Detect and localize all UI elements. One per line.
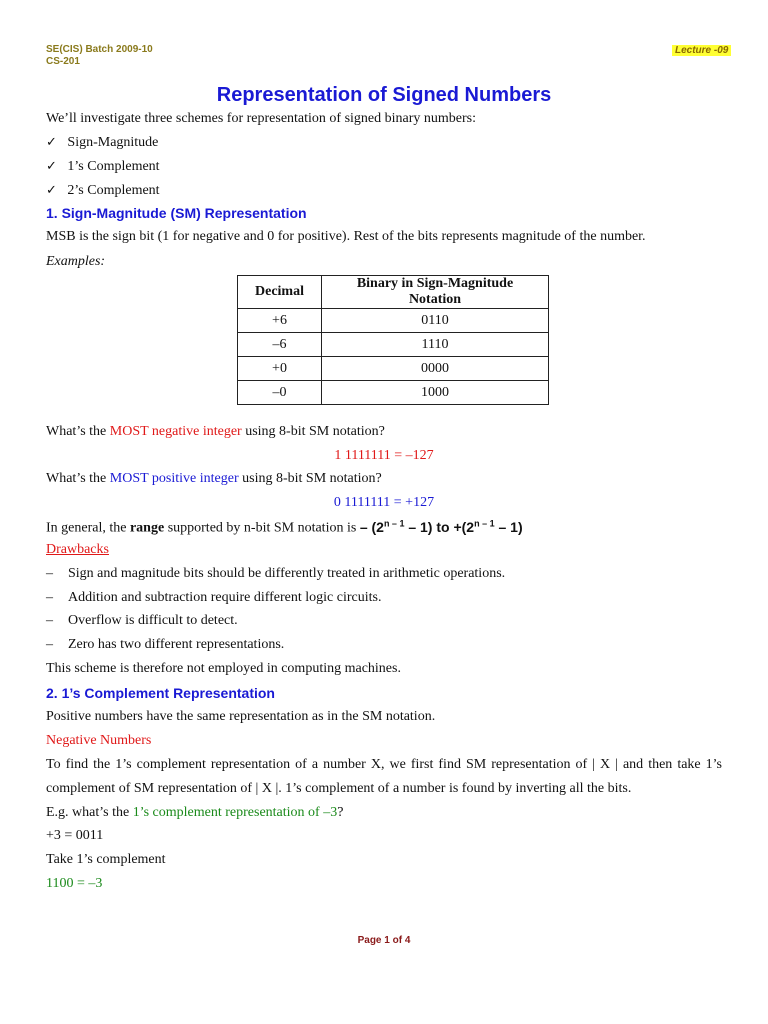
table-row: [238, 357, 549, 381]
table-cell: –0: [238, 381, 322, 405]
formula-exponent: n – 1: [474, 518, 495, 528]
table-row: [238, 381, 549, 405]
negative-numbers-label: Negative Numbers: [46, 733, 152, 748]
q-most: MOST: [109, 471, 149, 486]
range-word: range: [129, 520, 165, 536]
scheme-item: [46, 182, 160, 199]
table-row: [238, 309, 549, 333]
page-number: Page 1 of 4: [357, 935, 411, 946]
table-header-row: [238, 276, 549, 309]
eg-text: E.g. what’s the: [46, 805, 133, 820]
q-text: using 8-bit SM notation?: [241, 424, 385, 439]
question-most-negative: [46, 424, 385, 440]
sm-table: [237, 275, 549, 405]
drawback-text: Sign and magnitude bits should be differently treated in arithmetic operations.: [68, 566, 506, 581]
dash-icon: –: [46, 590, 53, 605]
example-result: 1100 = –3: [46, 876, 103, 891]
section1-heading: 1. Sign-Magnitude (SM) Representation: [46, 205, 307, 221]
table-cell: 1000: [322, 381, 549, 405]
table-cell: 0000: [322, 357, 549, 381]
eg-highlight: 1’s complement representation of –3: [132, 805, 338, 820]
section2-para-line1: To find the 1’s complement representation of a number X, we first find SM representation of | X | and then take 1’s: [46, 757, 722, 772]
drawback-item: [46, 613, 238, 629]
drawback-item: [46, 637, 284, 653]
dash-icon: –: [46, 566, 53, 581]
scheme-item: [46, 134, 158, 151]
formula-part: – 1): [494, 518, 523, 535]
table-cell: 1110: [322, 333, 549, 357]
dash-icon: –: [46, 637, 53, 652]
question-most-positive: [46, 471, 382, 487]
section1-desc: MSB is the sign bit (1 for negative and 0 for positive). Rest of the bits represents magnitude of the number.: [46, 229, 646, 244]
header-left: [46, 44, 153, 68]
range-text: In general, the: [46, 520, 130, 536]
table-header: Binary in Sign-Magnitude Notation: [322, 276, 549, 309]
drawback-item: [46, 566, 505, 582]
drawback-text: Overflow is difficult to detect.: [68, 613, 238, 628]
range-formula: [360, 519, 523, 535]
answer-most-positive: 0 1111111 = +127: [333, 495, 435, 510]
formula-exponent: n – 1: [383, 518, 405, 528]
range-statement: [46, 518, 523, 537]
q-text: What’s the: [46, 424, 110, 439]
example-step: +3 = 0011: [46, 828, 104, 843]
table-cell: +6: [238, 309, 322, 333]
example-step: Take 1’s complement: [46, 852, 166, 867]
page-title: Representation of Signed Numbers: [216, 84, 552, 106]
formula-part: – (2: [359, 518, 384, 535]
q-most: MOST: [109, 424, 149, 439]
dash-icon: –: [46, 613, 53, 628]
section2-desc: Positive numbers have the same representation as in the SM notation.: [46, 709, 436, 724]
drawbacks-label: Drawbacks: [46, 542, 109, 557]
table-cell: 0110: [322, 309, 549, 333]
section2-heading: 2. 1’s Complement Representation: [46, 685, 275, 701]
intro-text: We’ll investigate three schemes for representation of signed binary numbers:: [46, 111, 477, 126]
section2-para-line2: complement of SM representation of | X |. 1’s complement of a number is found by inverting all the bits.: [46, 781, 632, 796]
q-highlight: negative integer: [148, 424, 242, 439]
examples-label: Examples:: [46, 254, 106, 269]
example-question: [46, 805, 343, 821]
drawback-text: Zero has two different representations.: [68, 637, 285, 652]
q-text: using 8-bit SM notation?: [238, 471, 382, 486]
drawback-item: [46, 590, 381, 606]
batch-label: SE(CIS) Batch 2009-10: [46, 44, 153, 55]
table-cell: +0: [238, 357, 322, 381]
range-text: supported by n-bit SM notation is: [164, 520, 360, 536]
scheme-label: Sign-Magnitude: [67, 135, 159, 150]
table-header: Decimal: [238, 276, 322, 309]
check-icon: ✓: [46, 158, 57, 173]
table-row: [238, 333, 549, 357]
scheme-item: [46, 158, 160, 175]
eg-text: ?: [337, 805, 344, 820]
q-text: What’s the: [46, 471, 110, 486]
q-highlight: positive integer: [148, 471, 239, 486]
scheme-label: 1’s Complement: [67, 159, 160, 174]
check-icon: ✓: [46, 134, 57, 149]
table-cell: –6: [238, 333, 322, 357]
check-icon: ✓: [46, 182, 57, 197]
formula-part: – 1) to +(2: [404, 518, 475, 535]
answer-most-negative: 1 1111111 = –127: [334, 448, 434, 463]
course-code: CS-201: [46, 56, 80, 67]
drawback-text: Addition and subtraction require different logic circuits.: [68, 590, 382, 605]
conclusion-text: This scheme is therefore not employed in computing machines.: [46, 661, 401, 676]
scheme-label: 2’s Complement: [67, 183, 160, 198]
lecture-badge: Lecture -09: [672, 45, 731, 56]
